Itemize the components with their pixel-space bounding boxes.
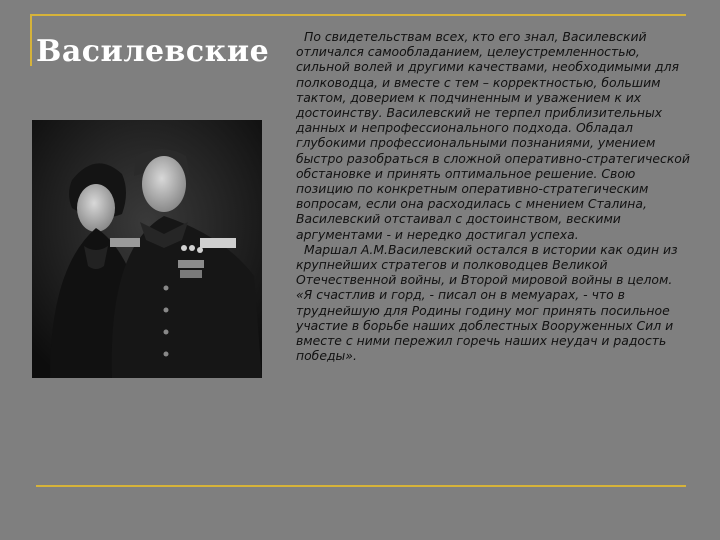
bottom-border-line [36,485,686,487]
slide-title: Василевские [36,34,270,69]
portrait-photo [32,120,262,378]
paragraph-biography: По свидетельствам всех, кто его знал, Василевский отличался самообладанием, целеустремленностью, сильной волей и другими качествами, необходимыми для полководца, и вместе с тем – корректностью, большим тактом, доверием к подчиненным и уважением к их достоинству. Василевский не терпел приблизительных данных и непрофессионального подхода. Обладал глубокими профессиональными познаниями, умением быстро разобраться в сложной оперативно-стратегической обстановке и принять оптимальное решение. Свою позицию по конкретным оперативно-стратегическим вопросам, если она расходилась с мнением Сталина, Василевский отстаивал с достоинством, вескими аргументами - и нередко достигал успеха. [296,29,690,242]
paragraph-memoirs: Маршал А.М.Василевский остался в истории как один из крупнейших стратегов и полководцев Великой Отечественной войны, и Второй мировой войны в целом. «Я счастлив и горд, - писал он в мемуарах, - что в труднейшую для Родины годину мог принять посильное участие в борьбе наших доблестных Вооруженных Сил и вместе с ними пережил горечь наших неудач и радость победы». [296,241,678,364]
top-border-line [30,14,686,16]
left-border-line [30,14,32,66]
slide-body-text [296,29,692,363]
